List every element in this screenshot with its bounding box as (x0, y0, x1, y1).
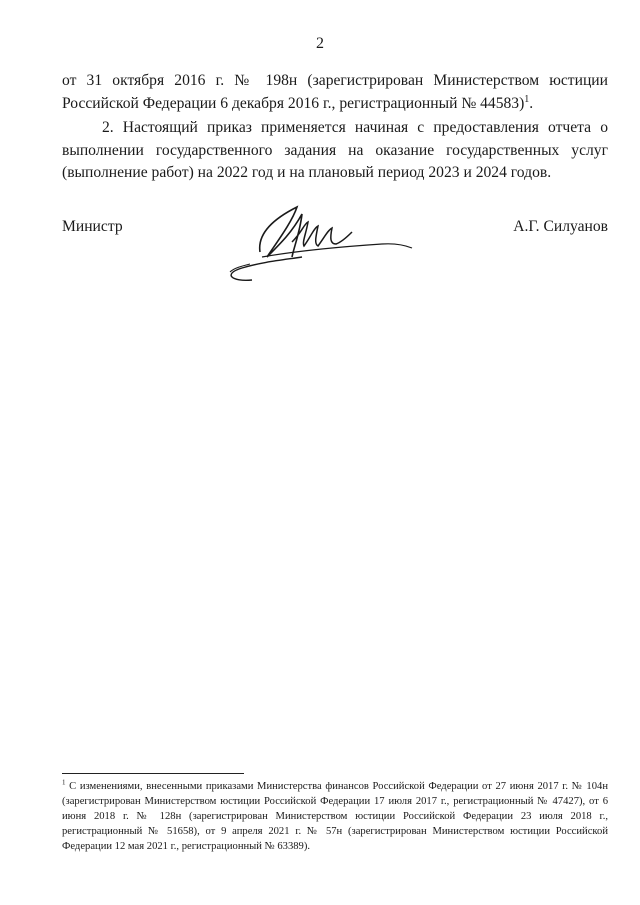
signatory-name: А.Г. Силуанов (513, 218, 608, 235)
footnote-text: С изменениями, внесенными приказами Министерства финансов Российской Федерации от 27 июня 2017 г. № 104н (зарегистрирован Министерством юстиции Российской Федерации 17 июля 2017 г., регистрационный № 47427), от 6 июня 2018 г. № 128н (зарегистрирован Министерством юстиции Российской Федерации 23 июля 2018 г., регистрационный № 51658), от 9 апреля 2021 г. № 57н (зарегистрирован Министерством юстиции Российской Федерации 12 мая 2021 г., регистрационный № 63389). (62, 781, 608, 852)
handwritten-signature (222, 202, 422, 282)
document-body (62, 70, 608, 185)
footnote-mark: 1 (62, 778, 66, 787)
footnote-item (62, 779, 608, 854)
paragraph-1-tail: . (529, 94, 534, 112)
signature-block (62, 218, 608, 298)
paragraph-continuation (62, 70, 608, 115)
page-number: 2 (316, 35, 324, 52)
footnotes-section (62, 779, 608, 854)
footnote-separator (62, 773, 244, 774)
footnote-reference[interactable]: 1 (524, 93, 530, 105)
paragraph-1-text: от 31 октября 2016 г. № 198н (зарегистрирован Министерством юстиции Российской Федерации 6 декабря 2016 г., регистрационный № 44583) (62, 72, 608, 112)
signatory-role: Министр (62, 218, 123, 235)
paragraph-2: 2. Настоящий приказ применяется начиная с предоставления отчета о выполнении государственного задания на оказание государственных услуг (выполнение работ) на 2022 год и на плановый период 2023 и 2024 годов. (62, 119, 608, 181)
